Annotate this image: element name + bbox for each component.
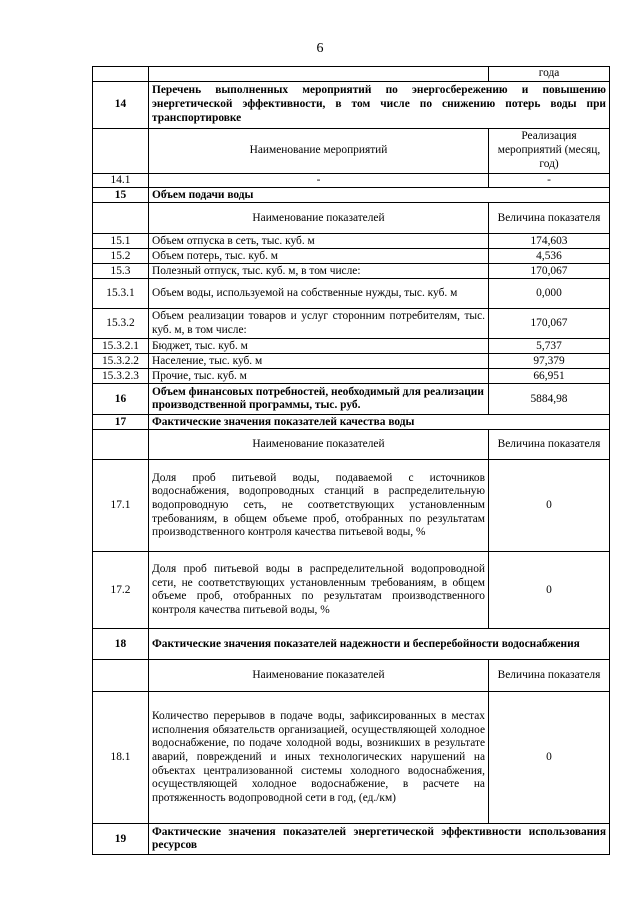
value-cell: года xyxy=(489,67,610,82)
section-title: Фактические значения показателей надежности и бесперебойности водоснабжения xyxy=(149,629,610,660)
value-cell: 5,737 xyxy=(489,339,610,354)
column-header-name: Наименование показателей xyxy=(149,203,489,234)
row-name: Объем воды, используемой на собственные нужды, тыс. куб. м xyxy=(149,279,489,309)
header-row xyxy=(93,203,610,234)
row-name: - xyxy=(149,173,489,188)
value-cell: 5884,98 xyxy=(489,384,610,415)
value-cell: 0,000 xyxy=(489,279,610,309)
row-number: 15.3.2.2 xyxy=(93,354,149,369)
row-number: 17.1 xyxy=(93,460,149,552)
row-name: Объем потерь, тыс. куб. м xyxy=(149,249,489,264)
section-title: Объем подачи воды xyxy=(149,188,610,203)
row-name: Бюджет, тыс. куб. м xyxy=(149,339,489,354)
value-cell: 170,067 xyxy=(489,309,610,339)
row-name: Полезный отпуск, тыс. куб. м, в том числе: xyxy=(149,264,489,279)
row-number: 18.1 xyxy=(93,692,149,824)
column-header-value: Величина показателя xyxy=(489,203,610,234)
row-name: Прочие, тыс. куб. м xyxy=(149,369,489,384)
table-row xyxy=(93,67,610,82)
row-number: 19 xyxy=(93,824,149,855)
row-number: 15.1 xyxy=(93,234,149,249)
row-number: 18 xyxy=(93,629,149,660)
row-number: 15.3.2.3 xyxy=(93,369,149,384)
row-number: 15.2 xyxy=(93,249,149,264)
row-number: 16 xyxy=(93,384,149,415)
section-title: Фактические значения показателей энергетической эффективности использования ресурсов xyxy=(149,824,610,855)
row-number: 15 xyxy=(93,188,149,203)
table-row xyxy=(93,354,610,369)
row-name: Количество перерывов в подаче воды, зафиксированных в местах исполнения обязательств организацией, осуществляющей холодное водоснабжение, по подаче холодной воды, возникших в результате аварий, повреждений и иных технологических нарушений на объектах централизованной системы холодного водоснабжения, осуществляющей холодное водоснабжение, в расчете на протяженность водопроводной сети в год, (ед./км) xyxy=(149,692,489,824)
column-header-value: Величина показателя xyxy=(489,660,610,692)
row-number: 14.1 xyxy=(93,173,149,188)
section-title: Фактические значения показателей качества воды xyxy=(149,415,610,430)
table-row xyxy=(93,249,610,264)
table-row xyxy=(93,279,610,309)
value-cell: 97,379 xyxy=(489,354,610,369)
header-row xyxy=(93,660,610,692)
row-number: 15.3 xyxy=(93,264,149,279)
section-row-18 xyxy=(93,629,610,660)
report-table xyxy=(92,66,610,855)
column-header-value: Реализация мероприятий (месяц, год) xyxy=(489,128,610,173)
row-number: 14 xyxy=(93,81,149,128)
value-cell: - xyxy=(489,173,610,188)
section-row-14 xyxy=(93,81,610,128)
value-cell: 174,603 xyxy=(489,234,610,249)
table-row xyxy=(93,264,610,279)
header-row xyxy=(93,430,610,460)
table-row xyxy=(93,460,610,552)
section-title: Перечень выполненных мероприятий по энергосбережению и повышению энергетической эффективности, в том числе по снижению потерь воды при транспортировке xyxy=(149,81,610,128)
table-row xyxy=(93,339,610,354)
section-row-17 xyxy=(93,415,610,430)
value-cell: 66,951 xyxy=(489,369,610,384)
row-number: 17.2 xyxy=(93,552,149,629)
section-row-15 xyxy=(93,188,610,203)
value-cell: 0 xyxy=(489,460,610,552)
table-row xyxy=(93,309,610,339)
header-row xyxy=(93,128,610,173)
value-cell: 0 xyxy=(489,692,610,824)
column-header-name: Наименование показателей xyxy=(149,660,489,692)
row-name: Объем реализации товаров и услуг сторонним потребителям, тыс. куб. м, в том числе: xyxy=(149,309,489,339)
section-row-16 xyxy=(93,384,610,415)
row-name: Доля проб питьевой воды, подаваемой с источников водоснабжения, водопроводных станций в распределительную водопроводную сеть, не соответствующих установленным требованиям, в общем объеме проб, отобранных по результатам производственного контроля качества питьевой воды, % xyxy=(149,460,489,552)
row-name: Население, тыс. куб. м xyxy=(149,354,489,369)
value-cell: 0 xyxy=(489,552,610,629)
value-cell: 4,536 xyxy=(489,249,610,264)
table-row xyxy=(93,173,610,188)
section-row-19 xyxy=(93,824,610,855)
table-row xyxy=(93,369,610,384)
row-number: 15.3.2.1 xyxy=(93,339,149,354)
row-name: Объем отпуска в сеть, тыс. куб. м xyxy=(149,234,489,249)
page-number: 6 xyxy=(316,41,324,56)
table-row xyxy=(93,552,610,629)
column-header-name: Наименование показателей xyxy=(149,430,489,460)
section-title: Объем финансовых потребностей, необходимый для реализации производственной программы, тыс. руб. xyxy=(149,384,489,415)
row-number: 15.3.2 xyxy=(93,309,149,339)
table-row xyxy=(93,692,610,824)
row-number: 17 xyxy=(93,415,149,430)
column-header-value: Величина показателя xyxy=(489,430,610,460)
row-name: Доля проб питьевой воды в распределительной водопроводной сети, не соответствующих установленным требованиям, в общем объеме проб, отобранных по результатам производственного контроля качества питьевой воды, % xyxy=(149,552,489,629)
value-cell: 170,067 xyxy=(489,264,610,279)
table-row xyxy=(93,234,610,249)
column-header-name: Наименование мероприятий xyxy=(149,128,489,173)
row-number: 15.3.1 xyxy=(93,279,149,309)
